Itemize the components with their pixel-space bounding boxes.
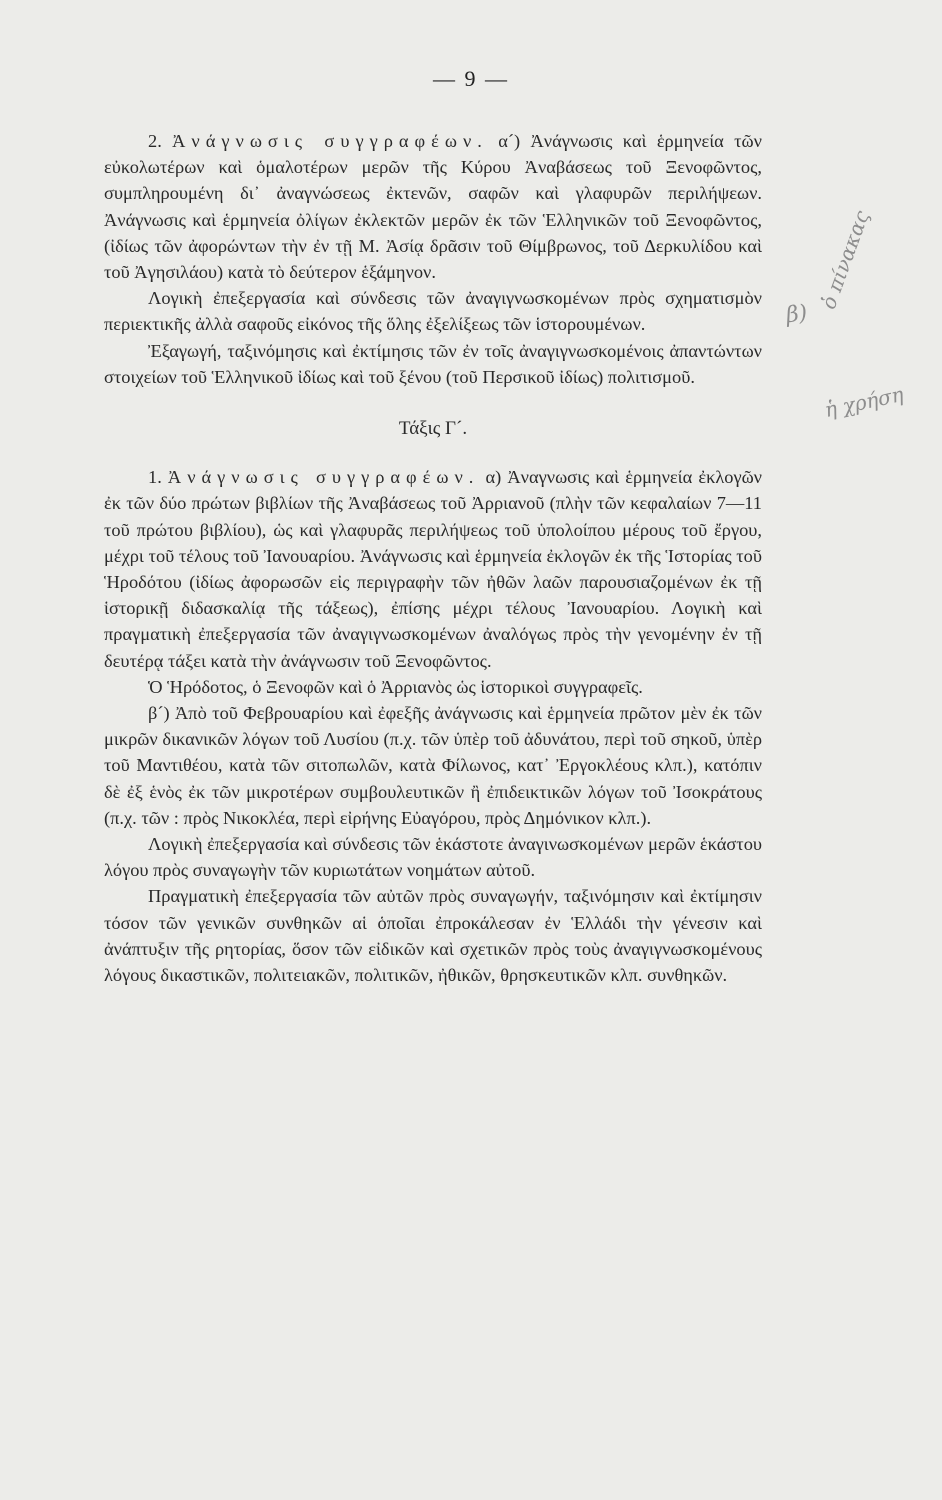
section-1-paragraph-2: Ὁ Ἡρόδοτος, ὁ Ξενοφῶν καὶ ὁ Ἀρριανὸς ὡς ἱστορικοὶ συγγραφεῖς. <box>148 676 643 697</box>
section-2-paragraph-2: Λογικὴ ἐπεξεργασία καὶ σύνδεσις τῶν ἀναγιγνωσκομένων πρὸς σχηματισμὸν περιεκτικῆς ἀλλὰ σαφοῦς εἰκόνος τῆς ὅλης ἐξελίξεως τῶν ἱστορουμένων. <box>104 288 762 335</box>
section-2-label: 2. <box>148 131 162 151</box>
document-body <box>104 128 762 988</box>
section-2-paragraph-1 <box>104 128 762 285</box>
section-1-paragraph-4: Λογικὴ ἐπεξεργασία καὶ σύνδεσις τῶν ἑκάστοτε ἀναγινωσκομένων μερῶν ἑκάστου λόγου πρὸς συναγωγὴν τῶν κυριωτάτων νοημάτων αὐτοῦ. <box>104 834 762 881</box>
margin-note-line-2: ἡ χρήση <box>822 381 906 423</box>
section-1-paragraph-3: β´) Ἀπὸ τοῦ Φεβρουαρίου καὶ ἐφεξῆς ἀνάγνωσις καὶ ἑρμηνεία πρῶτον μὲν ἐκ τῶν μικρῶν δικανικῶν λόγων τοῦ Λυσίου (π.χ. τῶν ὑπὲρ τοῦ ἀδυνάτου, περὶ τοῦ σηκοῦ, ὑπὲρ τοῦ Μαντιθέου, κατὰ τῶν σιτοπωλῶν, κατὰ Φίλωνος, κατ᾽ Ἐργοκλέους κλπ.), κατόπιν δὲ ἐξ ἑνὸς ἐκ τῶν μικροτέρων συμβουλευτικῶν ἢ ἐπιδεικτικῶν λόγων τοῦ Ἰσοκράτους (π.χ. τῶν : πρὸς Νικοκλέα, περὶ εἰρήνης Εὐαγόρου, πρὸς Δημόνικον κλπ.). <box>104 703 762 828</box>
section-1-paragraph-5: Πραγματικὴ ἐπεξεργασία τῶν αὐτῶν πρὸς συναγωγήν, ταξινόμησιν καὶ ἐκτίμησιν τόσον τῶν γενικῶν συνθηκῶν αἱ ὁποῖαι ἐπροκάλεσαν ἐν Ἑλλάδι τὴν γένεσιν καὶ ἀνάπτυξιν τῆς ρητορίας, ὅσον τῶν εἰδικῶν καὶ σχετικῶν πρὸς τοὺς ἀναγιγνωσκομένους λόγους δικαστικῶν, πολιτειακῶν, πολιτικῶν, ἠθικῶν, θρησκευτικῶν κλπ. συνθηκῶν. <box>104 886 762 986</box>
section-2-heading: Ἀνάγνωσις συγγραφέων. <box>172 131 488 151</box>
section-1-paragraph-1 <box>104 464 762 674</box>
handwritten-margin-note <box>782 207 932 430</box>
section-2-paragraph-3: Ἐξαγωγή, ταξινόμησις καὶ ἐκτίμησις τῶν ἐν τοῖς ἀναγιγνωσκομένοις ἀπαντώντων στοιχείων τοῦ Ἑλληνικοῦ ἰδίως καὶ τοῦ ξένου (τοῦ Περσικοῦ ἰδίως) πολιτισμοῦ. <box>104 340 762 387</box>
section-2-paragraph-1-text: α´) Ἀνάγνωσις καὶ ἑρμηνεία τῶν εὐκολωτέρων καὶ ὁμαλοτέρων μερῶν τῆς Κύρου Ἀναβάσεως τοῦ Ξενοφῶντος, συμπληρουμένη δι᾽ ἀναγνώσεως ἐκτενῶν, σαφῶν καὶ γλαφυρῶν περιλήψεων. Ἀνάγνωσις καὶ ἑρμηνεία ὀλίγων ἐκλεκτῶν μερῶν ἐκ τῶν Ἑλληνικῶν τοῦ Ξενοφῶντος, (ἰδίως τῶν ἀφορώντων τὴν ἐν τῇ Μ. Ἀσίᾳ δρᾶσιν τοῦ Θίμβρωνος, τοῦ Δερκυλίδου καὶ τοῦ Ἀγησιλάου) κατὰ τὸ δεύτερον ἑξάμηνον. <box>104 131 762 283</box>
class-heading: Τάξις Γ´. <box>398 418 468 440</box>
section-1-label: 1. <box>148 467 162 488</box>
margin-note-line-1: ὁ πίνακας <box>816 207 874 313</box>
section-1-paragraph-1-text: α) Ἀναγνωσις καὶ ἑρμηνεία ἐκλογῶν ἐκ τῶν δύο πρώτων βιβλίων τῆς Ἀναβάσεως τοῦ Ἀρριανοῦ (πλὴν τῶν κεφαλαίων 7—11 τοῦ πρώτου βιβλίου), ὡς καὶ γλαφυρᾶς περιλήψεως τοῦ ὑπολοίπου μέρους τοῦ ἔργου, μέχρι τοῦ τέλους τοῦ Ἰανουαρίου. Ἀνάγνωσις καὶ ἑρμηνεία ἐκλογῶν ἐκ τῆς Ἱστορίας τοῦ Ἡροδότου (ἰδίως ἀφορωσῶν εἰς περιγραφὴν τῶν ἠθῶν λαῶν παρουσιαζομένων ἐκ τῇ ἱστορικῇ διδασκαλίᾳ τῆς τάξεως), ἐπίσης μέχρι τέλους Ἰανουαρίου. Λογικὴ καὶ πραγματικὴ ἐπεξεργασία τῶν ἀναγιγνωσκομένων ἀναλόγως πρὸς τὴν γενομένην ἐν τῇ δευτέρᾳ τάξει κατὰ τὴν ἀνάγνωσιν τοῦ Ξενοφῶντος. <box>104 467 762 671</box>
section-1-heading: Ἀνάγνωσις συγγραφέων. <box>167 467 480 488</box>
margin-note-letter: β) <box>784 300 809 329</box>
page-number: — 9 — <box>433 66 509 91</box>
